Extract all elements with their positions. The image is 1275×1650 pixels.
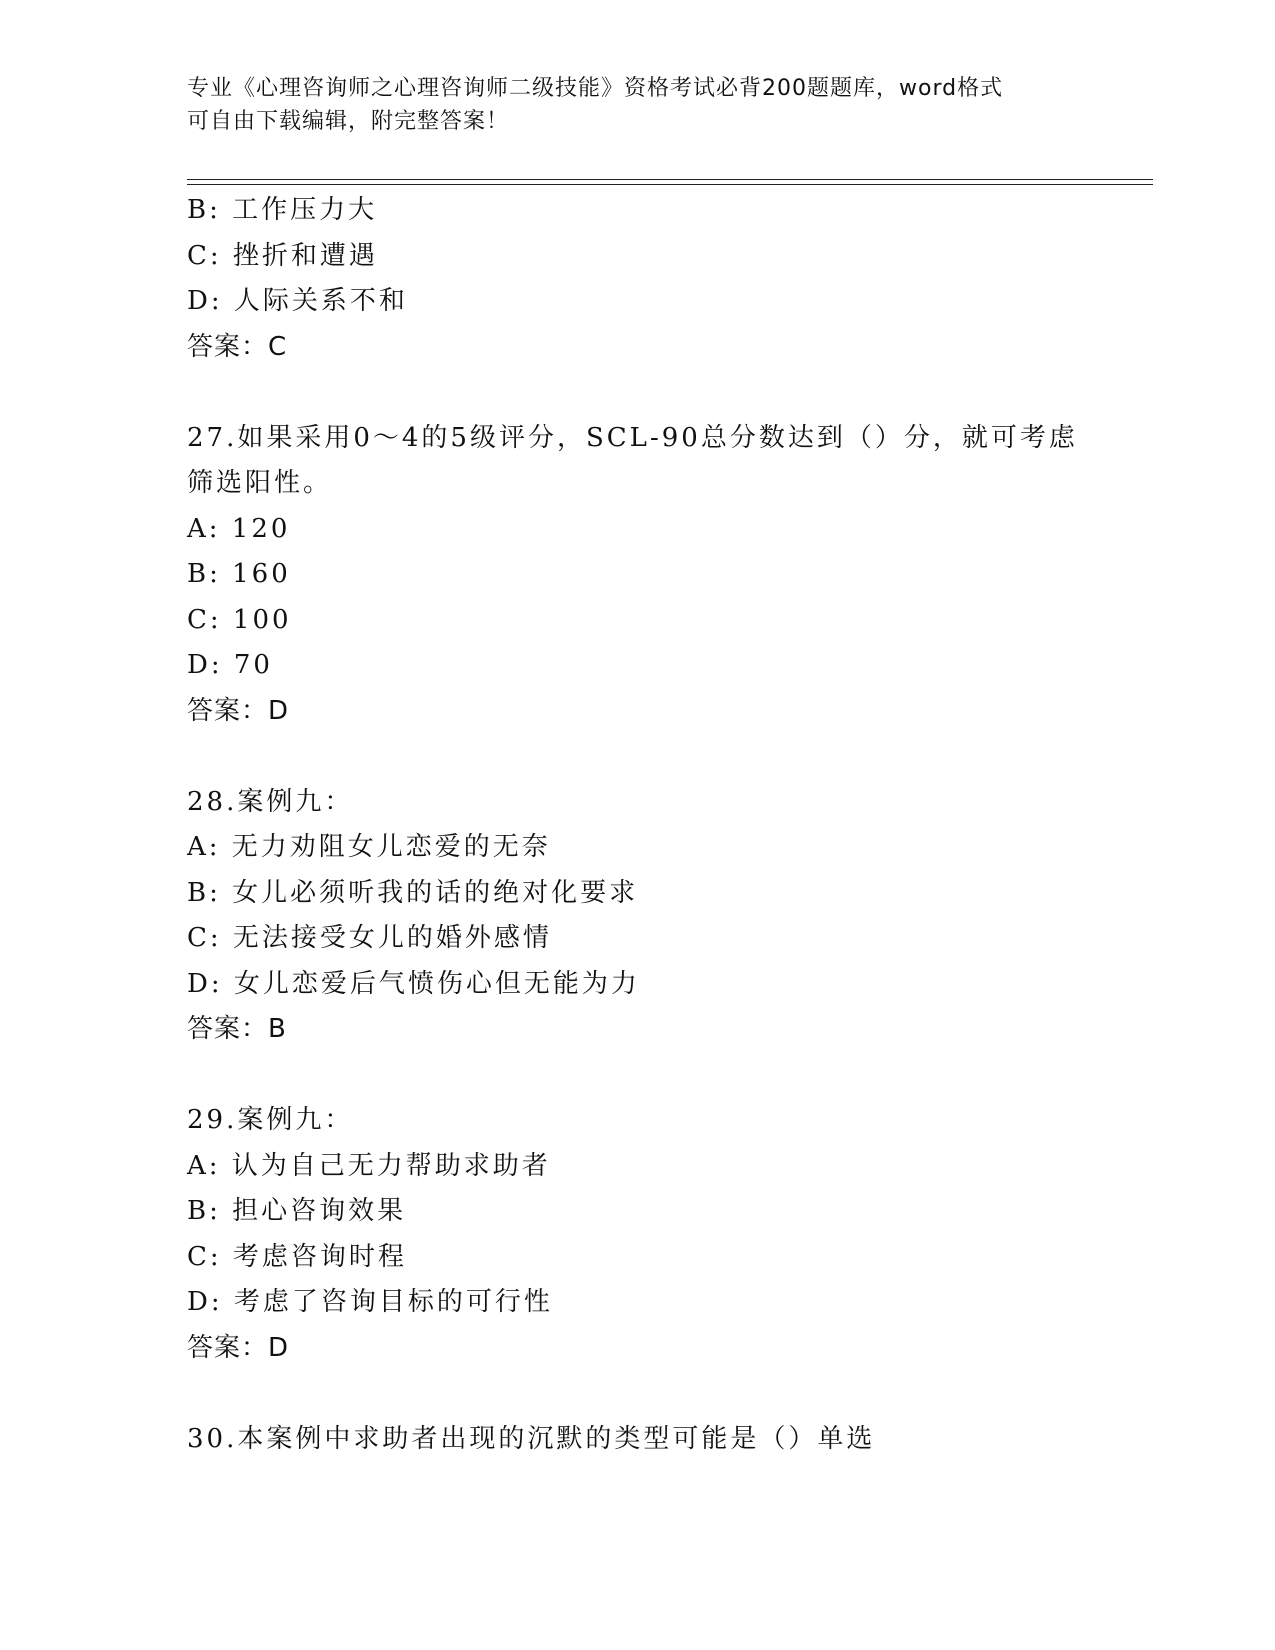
answer-line: 答案：D	[187, 1332, 290, 1363]
header-rule-bottom	[187, 184, 1153, 185]
question-stem: 28.案例九：	[187, 786, 354, 817]
option-line: A: 120	[187, 513, 291, 544]
header-line-2: 可自由下载编辑，附完整答案！	[187, 109, 510, 134]
option-line: C: 100	[187, 604, 292, 635]
answer-line: 答案：B	[187, 1014, 287, 1044]
option-line: B: 女儿必须听我的话的绝对化要求	[187, 877, 639, 908]
question-stem: 29.案例九：	[187, 1105, 354, 1135]
spacer	[187, 1053, 1087, 1099]
spacer	[187, 1371, 1087, 1417]
question-30	[187, 1417, 1087, 1463]
option-line: B: 工作压力大	[187, 195, 378, 225]
header-line-1: 专业《心理咨询师之心理咨询师二级技能》资格考试必背200题题库，word格式	[187, 76, 1004, 101]
document-header	[187, 72, 1067, 138]
option-line: C: 无法接受女儿的婚外感情	[187, 923, 552, 953]
option-line: C: 考虑咨询时程	[187, 1241, 407, 1272]
answer-line: 答案：D	[187, 695, 290, 726]
spacer	[187, 370, 1087, 416]
option-line: A: 认为自己无力帮助求助者	[187, 1150, 551, 1181]
answer-line: 答案：C	[187, 331, 288, 362]
question-stem-continued: 筛选阳性。	[187, 468, 333, 498]
question-content	[187, 188, 1087, 1462]
option-line: D: 考虑了咨询目标的可行性	[187, 1287, 553, 1317]
spacer	[187, 734, 1087, 780]
question-stem: 27.如果采用0～4的5级评分，SCL-90总分数达到（）分，就可考虑	[187, 422, 1078, 453]
question-stem: 30.本案例中求助者出现的沉默的类型可能是（）单选	[187, 1423, 876, 1454]
option-line: A: 无力劝阻女儿恋爱的无奈	[187, 832, 551, 862]
question-27	[187, 416, 1087, 735]
previous-question-block	[187, 188, 1087, 370]
option-line: D: 70	[187, 650, 273, 680]
question-29	[187, 1098, 1087, 1371]
option-line: B: 担心咨询效果	[187, 1196, 407, 1226]
question-28	[187, 780, 1087, 1053]
option-line: B: 160	[187, 559, 291, 589]
header-rule-top	[187, 179, 1153, 180]
option-line: D: 人际关系不和	[187, 286, 408, 316]
option-line: D: 女儿恋爱后气愤伤心但无能为力	[187, 968, 640, 999]
option-line: C: 挫折和遭遇	[187, 240, 378, 271]
